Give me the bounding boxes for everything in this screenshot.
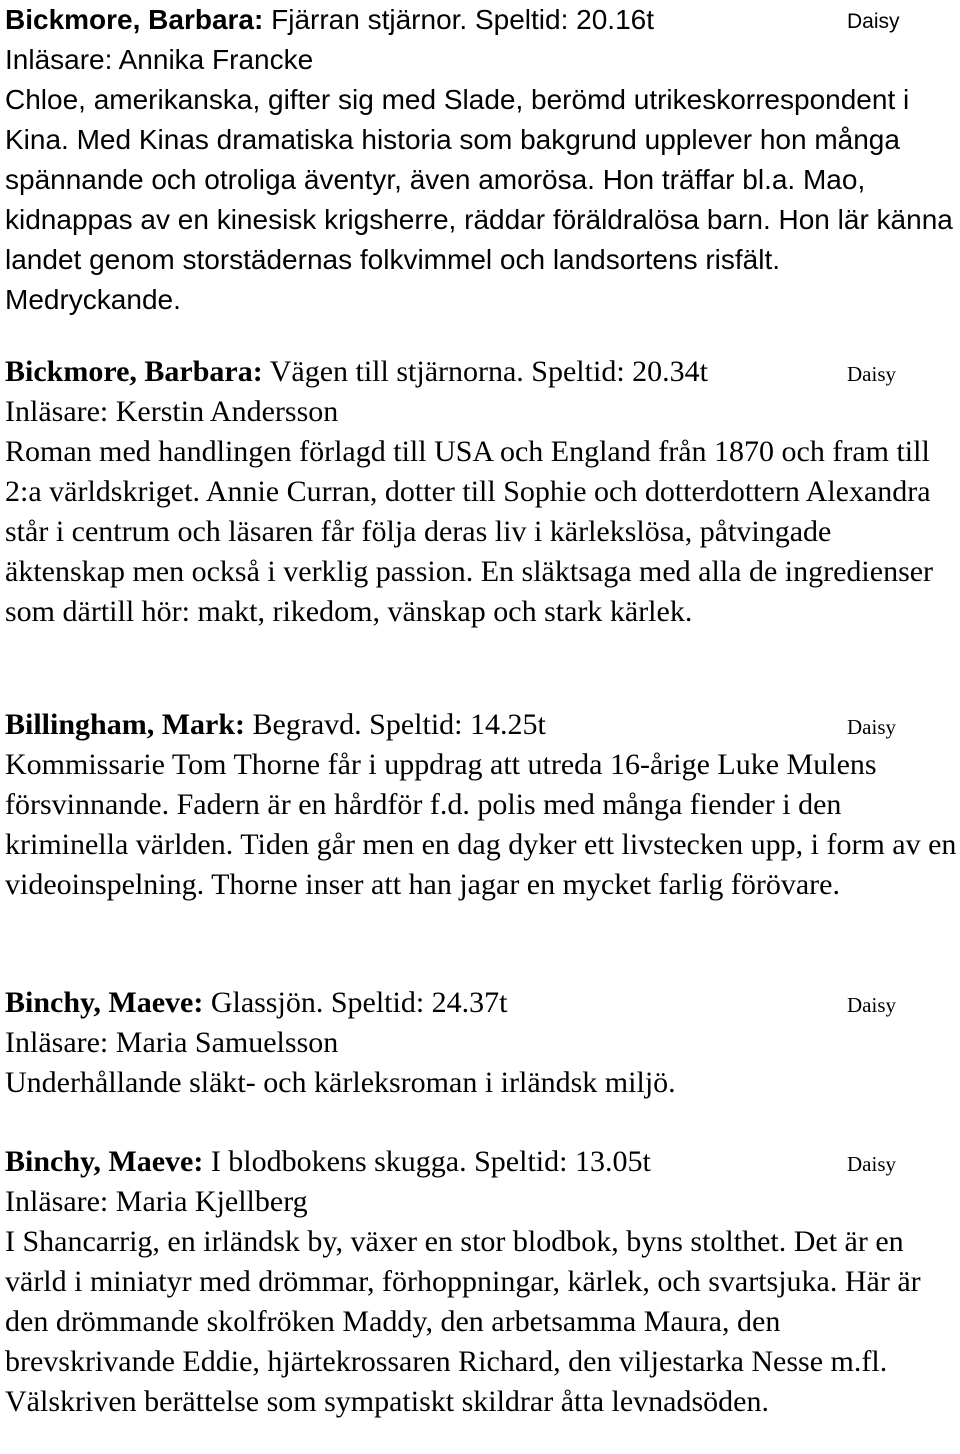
entry-author: Bickmore, Barbara: [5,4,264,35]
format-label: Daisy [847,1152,896,1176]
entry-description: Kommissarie Tom Thorne får i uppdrag att utreda 16-årige Luke Mulens försvinnande. Fadern är en hårdför f.d. polis med många fiender i den kriminella världen. Tiden går men en dag dyker ett livstecken upp, i form av en videoinspelning. Thorne inser att han jagar en mycket farlig förövare. [5,748,957,901]
entry-reader: Inläsare: Maria Kjellberg [5,1185,308,1218]
entry-heading [5,352,957,392]
entry-title: Vägen till stjärnorna. Speltid: 20.34t [269,355,708,388]
book-entry [5,352,957,632]
book-entry [5,0,957,320]
entry-author: Binchy, Maeve: [5,1145,204,1178]
entry-title: Begravd. Speltid: 14.25t [252,708,546,741]
entry-description: Roman med handlingen förlagd till USA och England från 1870 och fram till 2:a världskriget. Annie Curran, dotter till Sophie och dotterdottern Alexandra står i centrum och läsaren får följa deras liv i kärlekslösa, påtvingade äktenskap men också i verklig passion. En släktsaga med alla de ingredienser som därtill hör: makt, rikedom, vänskap och stark kärlek. [5,435,934,628]
entry-title: Glassjön. Speltid: 24.37t [210,986,508,1019]
entry-heading [5,705,957,745]
entry-reader: Inläsare: Maria Samuelsson [5,1026,339,1059]
entry-heading [5,0,957,40]
book-entry [5,705,957,905]
format-label: Daisy [847,715,896,739]
entry-description: Underhållande släkt- och kärleksroman i irländsk miljö. [5,1066,676,1099]
entry-author: Billingham, Mark: [5,708,246,741]
book-entry [5,983,957,1103]
entry-heading [5,1142,957,1182]
book-entry [5,1142,957,1422]
entry-heading [5,983,957,1023]
format-label: Daisy [847,10,900,33]
format-label: Daisy [847,362,896,386]
entry-author: Bickmore, Barbara: [5,355,263,388]
entry-title: I blodbokens skugga. Speltid: 13.05t [210,1145,651,1178]
entry-reader: Inläsare: Kerstin Andersson [5,395,339,428]
format-label: Daisy [847,993,896,1017]
entry-description: I Shancarrig, en irländsk by, växer en stor blodbok, byns stolthet. Det är en värld i miniatyr med drömmar, förhoppningar, kärlek, och svartsjuka. Här är den drömmande skolfröken Maddy, den arbetsamma Maura, den brevskrivande Eddie, hjärtekrossaren Richard, den viljestarka Nesse m.fl. Välskriven berättelse som sympatiskt skildrar åtta levnadsöden. [5,1225,921,1418]
entry-reader: Inläsare: Annika Francke [5,44,314,75]
entry-description: Chloe, amerikanska, gifter sig med Slade, berömd utrikeskorrespondent i Kina. Med Kinas dramatiska historia som bakgrund upplever hon många spännande och otroliga äventyr, även amorösa. Hon träffar bl.a. Mao, kidnappas av en kinesisk krigsherre, räddar föräldralösa barn. Hon lär känna landet genom storstädernas folkvimmel och landsortens risfält. Medryckande. [5,84,953,315]
entry-title: Fjärran stjärnor. Speltid: 20.16t [271,4,654,35]
entry-author: Binchy, Maeve: [5,986,204,1019]
